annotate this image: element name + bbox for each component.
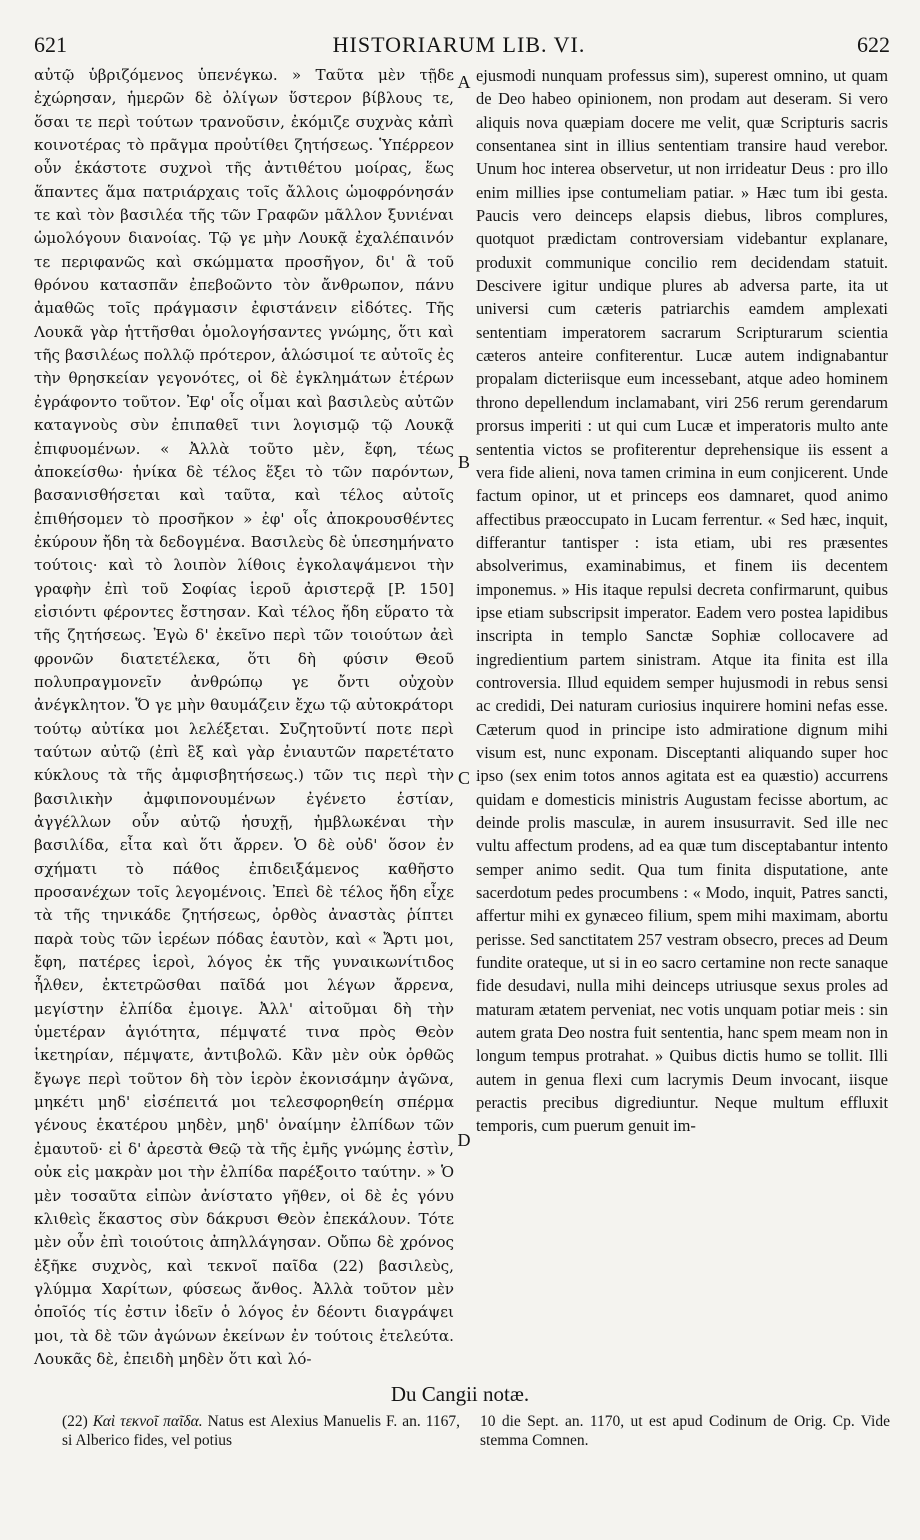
note-left-column — [62, 1412, 460, 1450]
note-ref: (22) — [62, 1413, 88, 1430]
note-lemma: Καὶ τεκνοῖ παῖδα. — [92, 1413, 203, 1430]
running-title: HISTORIARUM LIB. VI. — [332, 32, 586, 57]
section-marker-d: D — [457, 1130, 471, 1150]
section-marker-b: B — [457, 452, 470, 472]
note-left-text: Natus est Alexius Manuelis F. an. 1167, si Alberico fides, vel potius — [62, 1413, 461, 1449]
page-number-left: 621 — [34, 32, 67, 57]
latin-column — [476, 64, 888, 1138]
section-marker-c: C — [457, 768, 470, 788]
page-number-right: 622 — [857, 32, 890, 57]
note-right-text: 10 die Sept. an. 1170, ut est apud Codinum de Orig. Cp. Vide stemma Comnen. — [480, 1413, 890, 1449]
notes-title: Du Cangii notæ. — [390, 1382, 530, 1406]
note-right-column — [480, 1412, 890, 1450]
section-marker-a: A — [457, 72, 471, 92]
page-header — [28, 32, 890, 60]
latin-text: ejusmodi nunquam professus sim), superest omnino, ut quam de Deo habeo opinionem, non prodam aut deseram. Si vero aliquis nova quæpiam docere me velit, quæ Scripturis sacris consentanea sint in illius sententiam transire haud verebor. Unum hoc interea observetur, ut non irrideatur Deus : pro illo enim millies ipse contumeliam patiar. » Hæc tum ibi gesta. Paucis vero deinceps elapsis diebus, libros complures, quotquot prædictam controversiam videbantur explanare, produxit communique concilio rem decidendam statuit. Descivere igitur undique plures ab adversa parte, ita ut universi cum cæteris patriarchis eamdem amplexati sententiam imperatorem sacrarum Scripturarum scientia cæteros anteire confiterentur. Lucæ autem indignabantur propalam dicteriisque eum incessebant, atque adeo hominem throno depellendum inclamabant, viri 256 rerum gerendarum prorsus imperiti : ut qui cum Lucæ et imperatoris multo ante sententia victos se profiterentur deprehensique iis essent a vera fide alieni, nova tamen crimina in eum conjicerent. Unde factum opinor, ut et princeps eos damnaret, quod animo affectibus præoccupato in Lucam ferrentur. « Sed hæc, inquit, differantur tantisper : ista etiam, ubi res præsentes absolverimus, examinabimus, et finem iis decentem imponemus. » His itaque repulsi decreta confirmarunt, quibus ipse etiam subscripsit imperator. Eadem vero postea lapidibus inscripta in templo Sanctæ Sophiæ collocavere ad ingredientium partem sinistram. Atque ita finita est illa controversia. Illud equidem semper hujusmodi in rebus sensi ac credidi, Dei naturam curiosius inquirere homini nefas esse. Cæterum quod in principe isto admiratione dignum mihi visum est, nunc exponam. Disceptanti aliquando super hoc ipso (sex enim totos annos agitata est ea quæstio) accurrens quidam e domesticis ministris Augustam fecisse abortum, ac deinde prolis masculæ, in aurem insusurravit. Sed ille nec vultu affectum prodens, ad ea quæ tum disceptabantur intento semper animo sedit. Qua tum finita disputatione, ante sacerdotum pedes procumbens : « Modo, inquit, Patres sancti, affertur mihi ex gynæceo filium, spem mihi maximam, abortu perisse. Sed sanctitatem 257 vestram obsecro, preces ad Deum fundite orateque, ut si in eo sacro certamine non recte sanaque fide desudavi, nulla mihi deinceps utriusque sexus proles ad maturam ætatem perveniat, nec votis unquam potiar meis : sin autem grata Deo nostra fuit sententia, hanc spem meam non in longum tempus protrahat. » Quibus dictis humo se tollit. Illi autem in genua flexi cum lacrymis Deum invocant, iisque peractis precibus digrediuntur. Neque multum effluxit temporis, cum puerum genuit im- — [476, 66, 888, 1136]
greek-text: αὐτῷ ὑβριζόμενος ὑπενέγκω. » Ταῦτα μὲν τῇδε ἐχώρησαν, ἡμερῶν δὲ ὀλίγων ὕστερον βίβλους τε, ὅσαι τε περὶ τούτων τρανοῦσιν, ἐκόμιζε συχνὰς κἀπὶ κοινοτέρας τὸ πρᾶγμα προὐτίθει ζητήσεως. Ὑπέρρεον οὖν ἑκάστοτε συχνοὶ τῆς ἀντιθέτου μοίρας, ἕως ἅπαντες ἅμα πατριάρχαις τοῖς ἄλλοις ὡμοφρόνησάν τε καὶ τὸν βασιλέα τῆς τῶν Γραφῶν μᾶλλον ξυνιέναι ὡμολόγουν διανοίας. Τῷ γε μὴν Λουκᾷ ἐχαλέπαινόν τε περιφανῶς καὶ σκώμματα προσῆγον, δι' ἃ τοῦ θρόνου κατασπᾶν ἐπεβοῶντο τὸν ἄνθρωπον, πάνυ ἀμαθῶς τοῖς πράγμασιν ἐφιστάνειν εἰδότες. Τῆς Λουκᾶ γὰρ ἡττῆσθαι ὁμολογήσαντες γνώμης, ὅτι καὶ τῆς βασιλέως πολλῷ πρότερον, ἁλώσιμοί τε αὐτοῖς ἐς τὴν θρησκείαν γεγονότες, οἱ δὲ ἐγκλημάτων ἑτέρων ἐγράφοντο τοῦτον. Ἐφ' οἷς οἶμαι καὶ βασιλεὺς αὐτῶν καταγνοὺς σὺν ἐπιπαθεῖ τινι λογισμῷ τῷ Λουκᾷ ἐπιφυομένων. « Ἀλλὰ τοῦτο μὲν, ἔφη, τέως ἀποκείσθω· ἡνίκα δὲ τέλος ἕξει τὸ τῶν παρόντων, βασανισθήσεται καὶ ταῦτα, καὶ τέλος αὐτοῖς ἐπιθήσομεν τὸ προσῆκον » ἐφ' οἷς ἀποκρουσθέντες ἐκύρουν ἤδη τὰ δεδογμένα. Βασιλεὺς δὲ ὑπεσημήνατο τούτοις· καὶ τὸ λοιπὸν λίθοις ἐγκολαψάμενοι τὴν γραφὴν ἐπὶ τοῦ Σοφίας ἱεροῦ ἀριστερᾷ [P. 150] εἰσιόντι φέροντες ἔστησαν. Καὶ τέλος ἤδη εὕρατο τὰ τῆς ζητήσεως. Ἐγὼ δ' ἐκεῖνο περὶ τῶν τοιούτων ἀεὶ φρονῶν διατετέλεκα, ὅτι δὴ φύσιν Θεοῦ πολυπραγμονεῖν ἀνθρώπῳ γε ὄντι οὐχοὺν ἀνέγκλητον. Ὅ γε μὴν θαυμάζειν ἔχω τῷ αὐτοκράτορι τούτῳ αὐτίκα μοι λελέξεται. Συζητοῦντί ποτε περὶ ταύτων αὐτῷ (ἐπὶ ἓξ καὶ γὰρ ἐνιαυτῶν παρετέτατο κύκλους τὰ τῆς ἀμφισβητήσεως.) τῶν τις περὶ τὴν βασιλικὴν ἀμφιπονουμένων ἐγένετο ἑστίαν, ἀγγέλλων οὖν αὐτῷ ἡσυχῇ, ἠμβλωκέναι τὴν βασιλίδα, εἶτα καὶ ὅτι ἄρρεν. Ὁ δὲ οὐδ' ὅσον ἐν σχήματι τὸ πάθος ἐπιδειξάμενος καθῆστο προσανέχων τοῖς λεγομένοις. Ἐπεὶ δὲ τέλος ἤδη εἶχε τὰ τῆς τηνικάδε ζητήσεως, ὀρθὸς ἀναστὰς ῥίπτει παρὰ τοὺς τῶν ἱερέων πόδας ἑαυτὸν, καὶ « Ἄρτι μοι, ἔφη, πατέρες ἱεροὶ, λόγος ἐκ τῆς γυναικωνίτιδος ἦλθεν, ἐκτετρῶσθαι παῖδά μοι λέγων ἄρρενα, μεγίστην ἐλπίδα ἐμοιγε. Ἀλλ' αἰτοῦμαι δὴ τὴν ὑμετέραν ἁγιότητα, πέμψατέ τινα πρὸς Θεὸν ἱκετηρίαν, πέμψατε, ἀντιβολῶ. Κἂν μὲν οὐκ ὀρθῶς ἔγωγε περὶ τοῦτον δὴ τὸν ἱερὸν ἐκονισάμην ἀγῶνα, μηκέτι μηδ' εἰσέπειτά μοι τελεσφορηθείη σπέρμα γένους ἑκατέρου μηδὲν, μηδ' ὀναίμην ἐλπίδων τῶν ἐμαυτοῦ· εἰ δ' ἀρεστὰ Θεῷ τὰ τῆς ἐμῆς γνώμης ἐστὶν, οὐκ εἰς μακρὰν μοι τὴν ἐλπίδα παρέξοιτο ταύτην. » Ὁ μὲν τοσαῦτα εἰπὼν ἀνίστατο γῆθεν, οἱ δὲ ἐς γόνυ κλιθεὶς ἕκαστος σὺν δάκρυσι Θεὸν ἐπεκάλουν. Τότε μὲν οὖν ἐπὶ τοιούτοις ἀπηλλάγησαν. Οὔπω δὲ χρόνος ἐξῆκε συχνὸς, καὶ τεκνοῖ παῖδα (22) βασιλεὺς, γλύμμα Χαρίτων, φύσεως ἄνθος. Ἀλλὰ τοῦτον μὲν ὁποῖός τίς ἐστιν ἰδεῖν ὁ λόγος ἐν δέοντι διαγράψει μοι, τὰ δὲ τῶν ἀγώνων ἐκείνων ἐν τούτοις ἐτελεύτα. Λουκᾶς δὲ, ἐπειδὴ μηδὲν ὅτι καὶ λό- — [34, 66, 454, 1368]
greek-column — [34, 64, 454, 1371]
